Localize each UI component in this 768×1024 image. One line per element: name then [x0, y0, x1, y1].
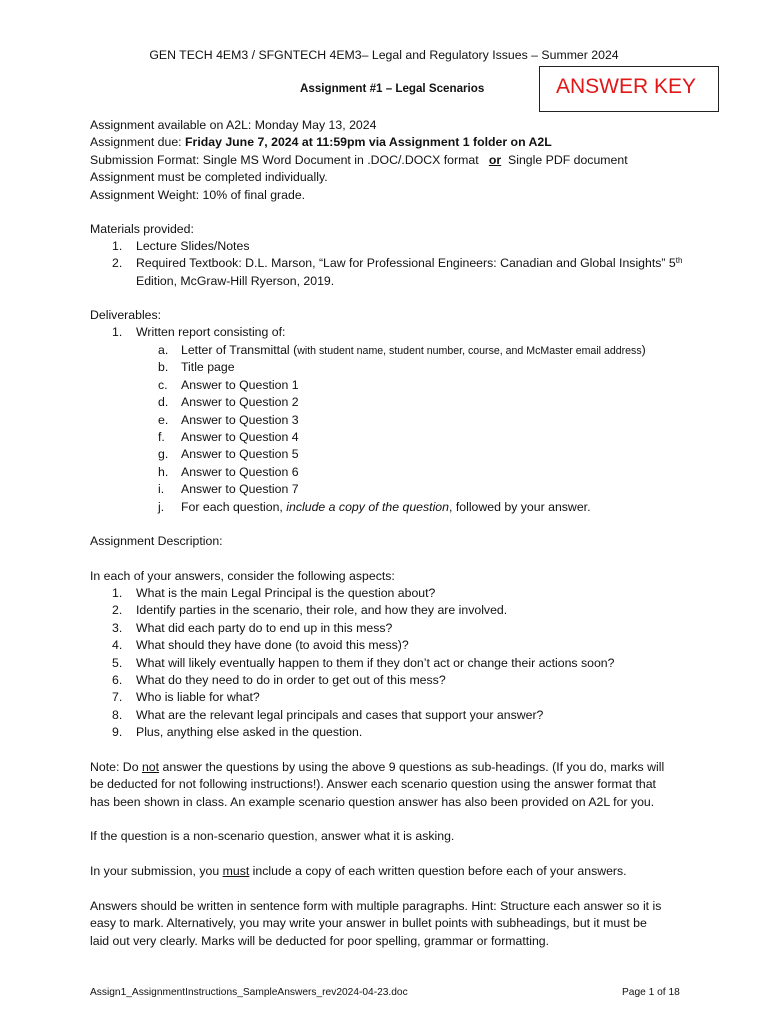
transmittal-close: ) [641, 343, 646, 357]
sub-letter: c. [158, 378, 168, 392]
list-item-text: Lecture Slides/Notes [136, 239, 250, 253]
copy-prefix: For each question, [181, 500, 287, 514]
note-not: not [141, 760, 160, 774]
list-item-text: What do they need to do in order to get out of this mess? [136, 673, 446, 687]
list-number: 6. [112, 673, 123, 687]
footer-filename: Assign1_AssignmentInstructions_SampleAnswers_rev2024-04-23.doc [90, 987, 408, 998]
list-number: 2. [112, 256, 123, 270]
materials-item-1 [0, 238, 768, 256]
note-paragraph [90, 759, 664, 811]
description-heading: Assignment Description: [90, 534, 223, 548]
deliverable-sub-item [0, 359, 768, 377]
must-rest: include a copy of each written question before each of your answers. [249, 864, 627, 878]
deliverables-heading: Deliverables: [90, 308, 162, 322]
deliverable-sub-item [0, 481, 768, 499]
transmittal-details: with student name, student number, course, and McMaster email address [297, 345, 642, 357]
list-number: 8. [112, 708, 123, 722]
note-prefix: Note: Do [90, 760, 142, 774]
list-number: 3. [112, 621, 123, 635]
note-rest: answer the questions by using the above 9 questions as sub-headings. (If you do, marks will [159, 760, 665, 774]
weight-note: Assignment Weight: 10% of final grade. [90, 187, 306, 202]
must-prefix: In your submission, you [90, 864, 223, 878]
nonscenario-note: If the question is a non-scenario question, answer what it is asking. [90, 829, 455, 843]
textbook-text: Required Textbook: D.L. Marson, “Law for Professional Engineers: Canadian and Global Insights” 5 [136, 256, 676, 270]
list-number: 9. [112, 725, 123, 739]
textbook-edition-line: Edition, McGraw-Hill Ryerson, 2019. [136, 274, 335, 288]
deliverable-sub-item [0, 394, 768, 412]
list-item-text: What is the main Legal Principal is the question about? [136, 586, 436, 600]
footer-page-number: Page 1 of 18 [622, 987, 680, 998]
note-line-2: be deducted for not following instructions!). Answer each scenario question using the answer format that [90, 777, 656, 792]
aspect-item [0, 707, 768, 725]
aspect-item [0, 655, 768, 673]
due-prefix: Assignment due: [90, 135, 186, 150]
answer-key-box [539, 66, 719, 112]
sub-letter: d. [158, 395, 169, 409]
sub-text: Answer to Question 3 [181, 413, 299, 427]
deliverable-sub-item [0, 446, 768, 464]
list-item-text: What are the relevant legal principals and cases that support your answer? [136, 708, 544, 722]
sub-letter: e. [158, 413, 169, 427]
list-number: 1. [112, 586, 123, 600]
edition-superscript: th [675, 256, 683, 265]
list-number: 2. [112, 603, 123, 617]
sub-letter: f. [158, 430, 165, 444]
due-date [90, 134, 700, 151]
aspect-item [0, 672, 768, 690]
aspect-item [0, 724, 768, 742]
deliverables-item-1 [0, 324, 768, 342]
aspect-item [0, 620, 768, 638]
copy-suffix: , followed by your answer. [449, 500, 591, 514]
description-intro: In each of your answers, consider the following aspects: [90, 569, 395, 583]
sub-letter: i. [158, 482, 165, 496]
course-header: GEN TECH 4EM3 / SFGNTECH 4EM3– Legal and Regulatory Issues – Summer 2024 [149, 48, 619, 62]
note-line-3: has been shown in class. An example scenario question answer has also been provided on A2L for you. [90, 794, 655, 809]
list-number: 7. [112, 690, 123, 704]
sub-text [181, 342, 646, 360]
sub-letter: h. [158, 465, 169, 479]
sub-letter: j. [158, 500, 165, 514]
sub-text [181, 499, 591, 516]
assignment-info [90, 117, 700, 204]
aspect-item [0, 585, 768, 603]
list-item-text [136, 255, 682, 272]
answers-line-2: easy to mark. Alternatively, you may write your answer in bullet points with subheadings, but it must be [90, 916, 647, 931]
copy-italic: include a copy of the question [286, 500, 449, 514]
transmittal-text: Letter of Transmittal ( [181, 343, 298, 357]
materials-heading: Materials provided: [90, 222, 194, 236]
due-bold: Friday June 7, 2024 at 11:59pm via Assignment 1 folder on A2L [185, 135, 552, 150]
sub-text: Answer to Question 6 [181, 465, 299, 479]
sub-text: Title page [181, 360, 235, 374]
sub-letter: g. [158, 447, 169, 461]
list-item-text: Who is liable for what? [136, 690, 260, 704]
must-include-note [90, 863, 627, 880]
note-line-1 [90, 759, 664, 776]
sub-text: Answer to Question 2 [181, 395, 299, 409]
deliverable-sub-item [0, 412, 768, 430]
list-number: 1. [112, 239, 123, 253]
sub-text: Answer to Question 1 [181, 378, 299, 392]
must-underlined: must [222, 864, 250, 878]
sub-text: Answer to Question 7 [181, 482, 299, 496]
deliverable-sub-item [0, 429, 768, 447]
sub-letter: b. [158, 360, 169, 374]
list-item-text: What will likely eventually happen to them if they don’t act or change their actions soon? [136, 656, 615, 670]
format-or: or [488, 152, 502, 167]
list-item-text: Written report consisting of: [136, 325, 286, 339]
available-date: Assignment available on A2L: Monday May 13, 2024 [90, 118, 377, 132]
aspect-item [0, 602, 768, 620]
assignment-title: Assignment #1 – Legal Scenarios [300, 82, 485, 95]
deliverable-sub-item [0, 499, 768, 517]
aspect-item [0, 637, 768, 655]
list-item-text: What did each party do to end up in this mess? [136, 621, 393, 635]
sub-letter: a. [158, 343, 169, 357]
list-number: 5. [112, 656, 123, 670]
answers-line-1: Answers should be written in sentence form with multiple paragraphs. Hint: Structure each answer so it is [90, 899, 662, 913]
list-item-text: Plus, anything else asked in the question. [136, 725, 363, 739]
aspect-item [0, 689, 768, 707]
list-number: 4. [112, 638, 123, 652]
format-suffix: Single PDF document [508, 152, 628, 167]
answers-line-3: laid out very clearly. Marks will be deducted for poor spelling, grammar or formatting. [90, 933, 550, 948]
list-number: 1. [112, 325, 123, 339]
materials-item-2 [0, 255, 768, 273]
answer-key-label: ANSWER KEY [556, 75, 697, 98]
sub-text: Answer to Question 5 [181, 447, 299, 461]
deliverable-sub-item [0, 464, 768, 482]
deliverable-sub-item [0, 342, 768, 360]
list-item-text: What should they have done (to avoid this mess)? [136, 638, 409, 652]
individual-note: Assignment must be completed individually. [90, 170, 328, 185]
deliverable-sub-item [0, 377, 768, 395]
answers-paragraph [90, 898, 661, 950]
submission-format [90, 152, 700, 169]
list-item-text: Identify parties in the scenario, their role, and how they are involved. [136, 603, 508, 617]
format-prefix: Submission Format: Single MS Word Document in .DOC/.DOCX format [90, 152, 479, 167]
sub-text: Answer to Question 4 [181, 430, 299, 444]
